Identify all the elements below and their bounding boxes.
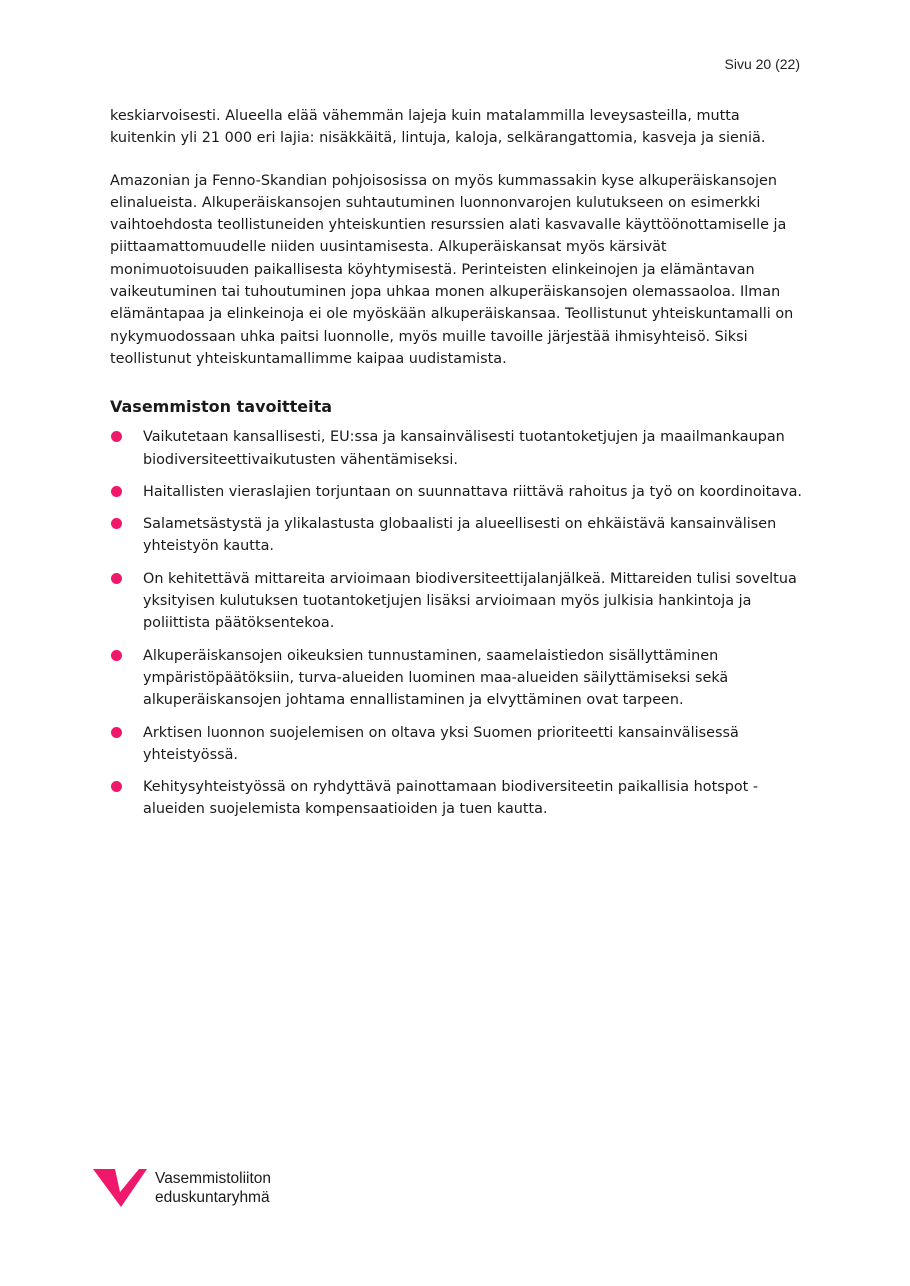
body-paragraph-2: Amazonian ja Fenno-Skandian pohjoisosissa on myös kummassakin kyse alkuperäiskansojen elinalueista. Alkuperäiskansojen suhtautuminen luonnonvarojen kulutukseen on esimerkki vaihtoehdosta teollistuneiden yhteiskuntien resurssien alati kasvavalle käyttöönottamiselle ja piittaamattomuudelle niiden uusintamisesta. Alkuperäiskansat myös kärsivät monimuotoisuuden paikallisesta köyhtymisestä. Perinteisten elinkeinojen ja elämäntavan vaikeutuminen tai tuhoutuminen jopa uhkaa monen alkuperäiskansojen olemassaoloa. Ilman elämäntapaa ja elinkeinoja ei ole myöskään alkuperäiskansaa. Teollistunut yhteiskuntamalli on nykymuodossaan uhka paitsi luonnolle, myös muille tavoille järjestää ihmisyhteisö. Siksi teollistunut yhteiskuntamallimme kaipaa uudistamista. (110, 172, 794, 367)
goal-item (110, 481, 805, 503)
goal-text: Vaikutetaan kansallisesti, EU:ssa ja kansainvälisesti tuotantoketjujen ja maailmankaupan biodiversiteettivaikutusten vähentämiseksi. (143, 429, 785, 468)
bullet-dot-icon (111, 431, 122, 442)
goal-text: Alkuperäiskansojen oikeuksien tunnustaminen, saamelaistiedon sisällyttäminen ympäristöpäätöksiin, turva-alueiden luominen maa-alueiden säilyttämiseksi sekä alkuperäiskansojen johtama ennallistaminen ja elvyttäminen ovat tarpeen. (143, 647, 729, 709)
bullet-dot-icon (111, 486, 122, 497)
goal-item (110, 513, 805, 558)
bullet-dot-icon (111, 727, 122, 738)
section-heading: Vasemmiston tavoitteita (110, 397, 333, 417)
vasemmistoliitto-logo-icon (93, 1166, 148, 1210)
page-number: Sivu 20 (22) (724, 56, 800, 72)
goal-item (110, 776, 805, 821)
goal-text: On kehitettävä mittareita arvioimaan biodiversiteettijalanjälkeä. Mittareiden tulisi soveltua yksityisen kulutuksen tuotantoketjujen lisäksi arvioimaan myös julkisia hankintoja ja poliittista päätöksentekoa. (143, 570, 797, 632)
footer-org-name (155, 1169, 271, 1207)
goal-text: Salametsästystä ja ylikalastusta globaalisti ja alueellisesti on ehkäistävä kansainvälisen yhteistyön kautta. (143, 516, 777, 555)
document-body (110, 105, 805, 831)
goal-item (110, 722, 805, 767)
bullet-dot-icon (111, 650, 122, 661)
goal-item (110, 645, 805, 712)
goal-text: Haitallisten vieraslajien torjuntaan on suunnattava riittävä rahoitus ja työ on koordinoitava. (143, 483, 802, 500)
goal-item (110, 426, 805, 471)
goal-text: Kehitysyhteistyössä on ryhdyttävä painottamaan biodiversiteetin paikallisia hotspot -alueiden suojelemista kompensaatioiden ja tuen kautta. (143, 779, 759, 818)
bullet-dot-icon (111, 573, 122, 584)
goal-item (110, 568, 805, 635)
footer-org-line1: Vasemmistoliiton (155, 1170, 272, 1187)
bullet-dot-icon (111, 518, 122, 529)
goal-list (110, 426, 805, 820)
body-paragraph-1: keskiarvoisesti. Alueella elää vähemmän lajeja kuin matalammilla leveysasteilla, mutta kuitenkin yli 21 000 eri lajia: nisäkkäitä, lintuja, kaloja, selkärangattomia, kasveja ja sieniä. (110, 108, 766, 147)
bullet-dot-icon (111, 781, 122, 792)
goal-text: Arktisen luonnon suojelemisen on oltava yksi Suomen prioriteetti kansainvälisessä yhteistyössä. (143, 724, 739, 763)
footer-org-line2: eduskuntaryhmä (155, 1189, 270, 1206)
footer (93, 1166, 271, 1210)
